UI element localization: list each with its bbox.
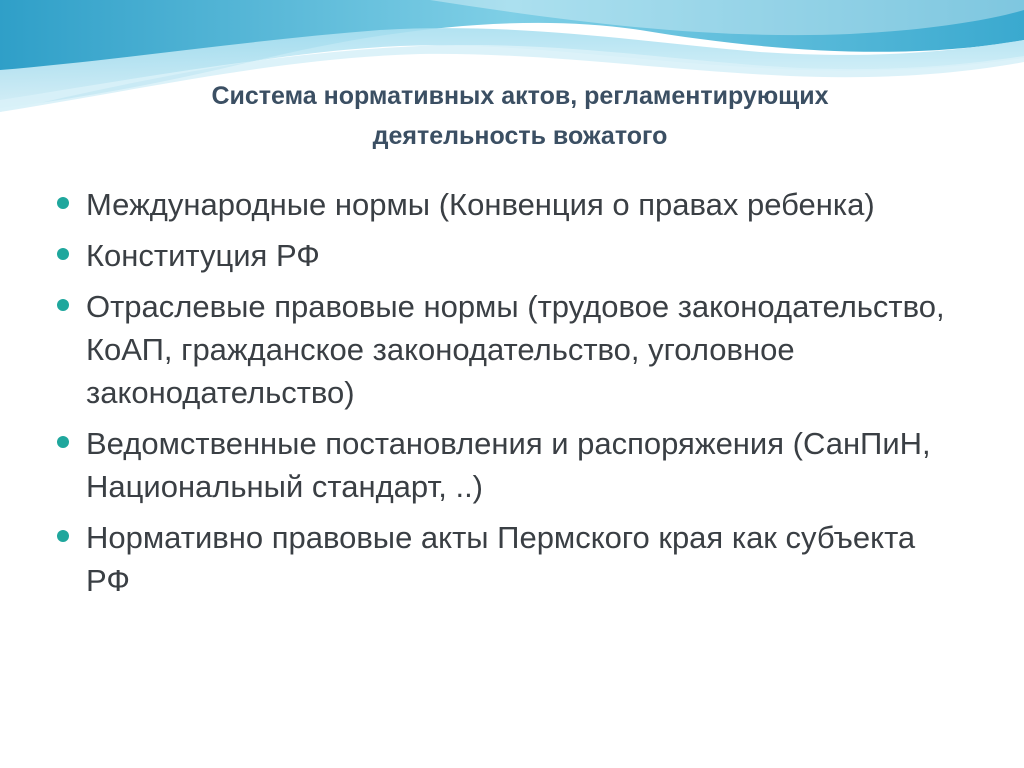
list-item [56, 285, 956, 414]
bullet-list [56, 183, 956, 610]
list-item [56, 234, 956, 277]
bullet-dot-icon [57, 299, 69, 311]
list-item [56, 183, 956, 226]
bullet-text: Отраслевые правовые нормы (трудовое законодательство, КоАП, гражданское законодательство, уголовное законодательство) [86, 289, 945, 410]
bullet-dot-icon [57, 248, 69, 260]
bullet-text: Конституция РФ [86, 238, 320, 273]
bullet-dot-icon [57, 530, 69, 542]
slide-title [60, 76, 980, 156]
title-line-1: Система нормативных актов, регламентирующих [211, 82, 829, 110]
list-item [56, 422, 956, 508]
title-line-2: деятельность вожатого [372, 122, 668, 150]
bullet-text: Нормативно правовые акты Пермского края как субъекта РФ [86, 520, 916, 598]
bullet-dot-icon [57, 436, 69, 448]
bullet-dot-icon [57, 197, 69, 209]
list-item [56, 516, 956, 602]
bullet-text: Международные нормы (Конвенция о правах ребенка) [86, 187, 875, 222]
bullet-text: Ведомственные постановления и распоряжения (СанПиН, Национальный стандарт, ..) [86, 426, 931, 504]
